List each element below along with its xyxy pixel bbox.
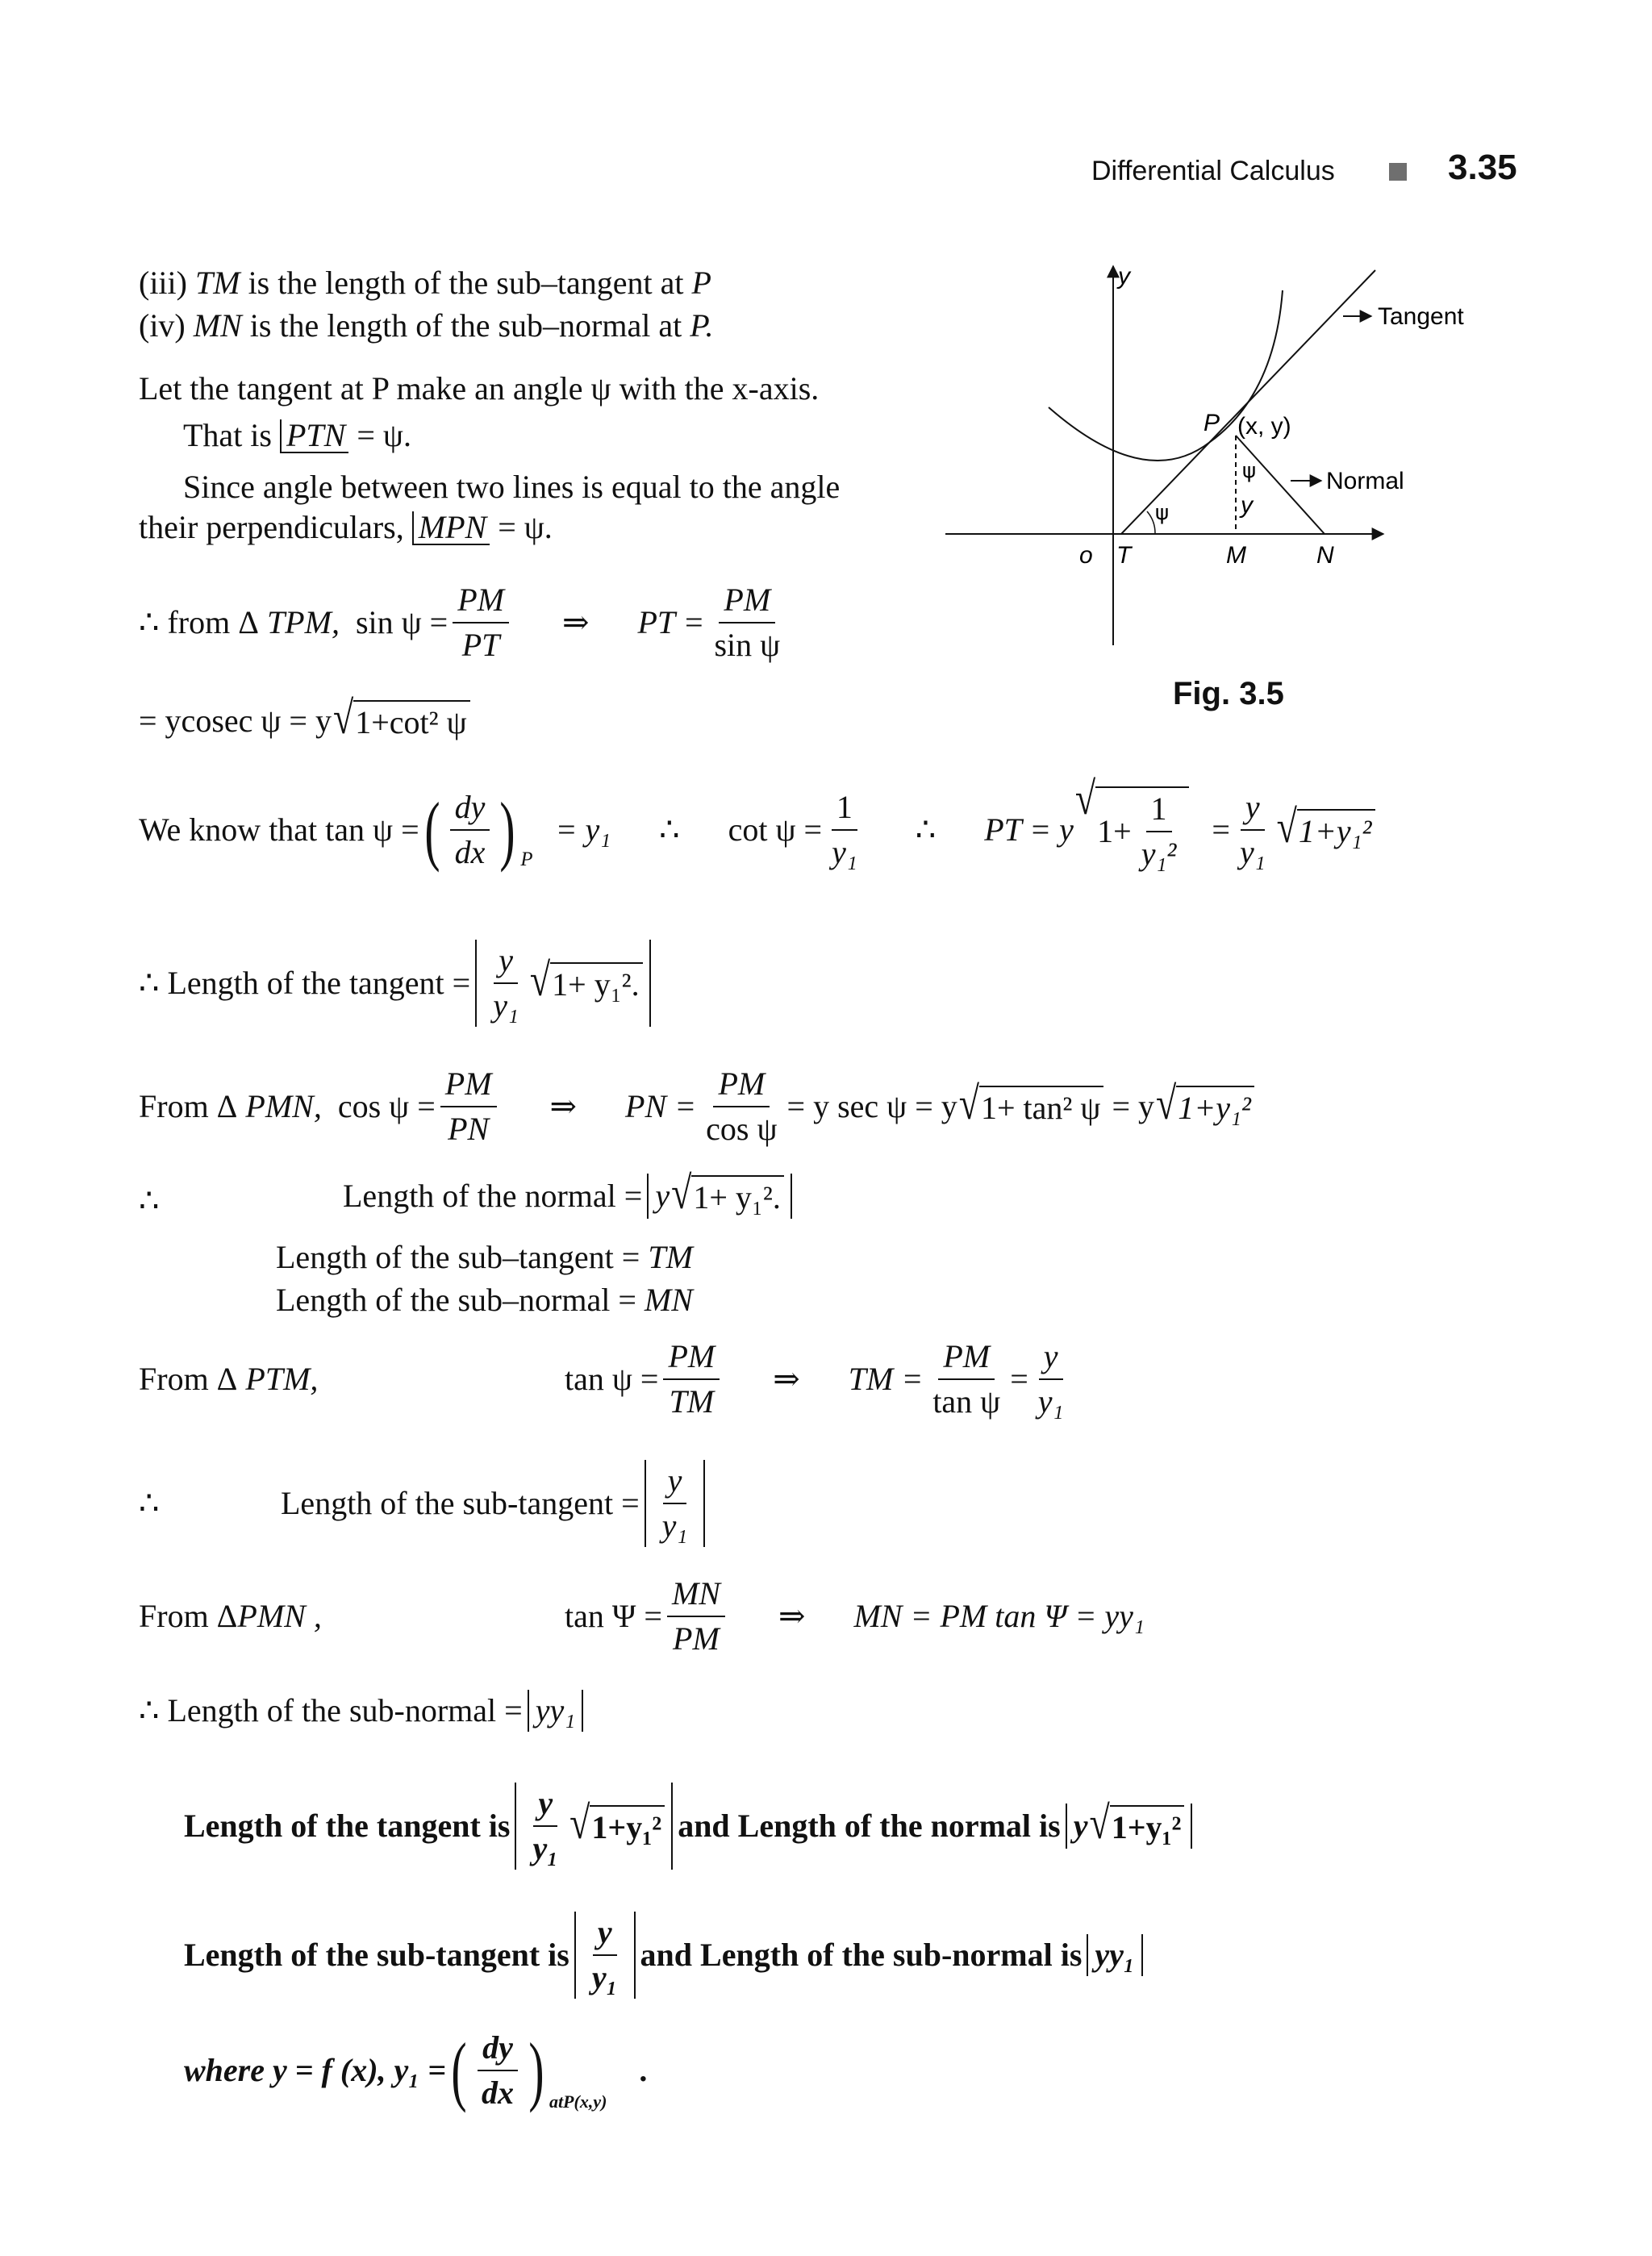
page-number: 3.35 bbox=[1448, 148, 1517, 187]
svg-text:Tangent: Tangent bbox=[1378, 303, 1464, 330]
header-title: Differential Calculus bbox=[1091, 156, 1335, 186]
svg-text:o: o bbox=[1079, 542, 1093, 569]
svg-text:N: N bbox=[1316, 542, 1334, 569]
equation: From Δ PMN, cos ψ = $\frac{PM}{PN}$ ⇒ PN = $\frac{PM}{\text{cos ψ}}$ = y sec ψ = y √ 1+ tan² ψ = y √ 1+y₁² bbox=[139, 1065, 1254, 1149]
equation: ∴ Length of the tangent = $\frac{y}{\text{y₁}}$ √ 1+ y₁². bbox=[139, 940, 656, 1027]
list-item: (iv) MN is the length of the sub–normal at P. bbox=[139, 307, 714, 344]
svg-text:T: T bbox=[1116, 542, 1132, 569]
paragraph: Since angle between two lines is equal to the angle bbox=[183, 469, 841, 505]
svg-text:ψ: ψ bbox=[1155, 501, 1170, 525]
summary-line: Length of the sub-tangent is $\frac{y}{\text{y₁}}$ and Length of the sub-normal is yy₁ bbox=[184, 1912, 1148, 1999]
equation: = ycosec ψ = y √ 1+cot² ψ bbox=[139, 700, 470, 742]
normal-line bbox=[1236, 436, 1325, 534]
equation: Length of the normal = y √ 1+ y₁². bbox=[343, 1174, 797, 1219]
equation: tan Ψ = $\frac{MN}{PM}$ ⇒ MN = PM tan Ψ = yy₁ bbox=[565, 1575, 1145, 1657]
equation: Length of the sub–tangent = TM bbox=[276, 1239, 693, 1275]
equation: Length of the sub-tangent = $\frac{y}{\text{y₁}}$ bbox=[281, 1460, 710, 1547]
svg-text:P: P bbox=[1204, 410, 1220, 436]
equation-prefix: From ΔPMN , bbox=[139, 1598, 322, 1634]
svg-text:(x, y): (x, y) bbox=[1237, 413, 1291, 440]
svg-text:M: M bbox=[1226, 542, 1246, 569]
svg-text:y: y bbox=[1118, 263, 1130, 290]
figure-tangent-normal bbox=[944, 258, 1464, 661]
svg-text:ψ: ψ bbox=[1242, 459, 1257, 483]
figure-caption: Fig. 3.5 bbox=[1173, 676, 1284, 711]
header-square-icon bbox=[1389, 163, 1407, 181]
summary-line: where y = f (x), y₁ = ( $\frac{dy}{dx}$ ) $_{atP(x,y)}$ . bbox=[184, 2027, 648, 2113]
equation: ∴ Length of the sub-normal = yy₁ bbox=[139, 1690, 588, 1732]
svg-text:Normal: Normal bbox=[1326, 468, 1404, 494]
paragraph: Let the tangent at P make an angle ψ with the x-axis. bbox=[139, 370, 820, 407]
angle-symbol: PTN bbox=[280, 419, 348, 453]
therefore-symbol: ∴ bbox=[139, 1182, 160, 1219]
summary-line: Length of the tangent is $\frac{y}{\text{y₁}}$ √ 1+y₁² and Length of the normal is y √ 1+y₁² bbox=[184, 1783, 1197, 1870]
equation-prefix: From Δ PTM, bbox=[139, 1361, 319, 1397]
equation: tan ψ = $\frac{PM}{TM}$ ⇒ TM = $\frac{PM}{\text{tan ψ}}$ = $\frac{y}{\text{y₁}}$ bbox=[565, 1338, 1064, 1420]
equation: ∴ from Δ TPM, sin ψ = $\frac{PM}{PT}$ ⇒ PT = $\frac{PM}{\text{sin ψ}}$ bbox=[139, 582, 781, 663]
angle-symbol: MPN bbox=[412, 511, 490, 545]
paragraph: their perpendiculars, MPN = ψ. bbox=[139, 509, 553, 545]
svg-text:y: y bbox=[1241, 492, 1253, 519]
paragraph: That is PTN = ψ. bbox=[183, 417, 411, 453]
therefore-symbol: ∴ bbox=[139, 1485, 160, 1521]
equation: We know that tan ψ = ( $\frac{dy}{dx}$ ) $_P$ = y₁ ∴ cot ψ = $\frac{1}{\text{y₁}}$ ∴ PT = y √ 1+ $\frac{1}{\text{y₁²}}$ = $\frac{y}{\text{y₁}}$ √ 1+y₁² bbox=[139, 786, 1375, 874]
angle-arc bbox=[1147, 511, 1155, 534]
list-item: (iii) TM is the length of the sub–tangent at P bbox=[139, 265, 711, 301]
equation: Length of the sub–normal = MN bbox=[276, 1282, 693, 1318]
